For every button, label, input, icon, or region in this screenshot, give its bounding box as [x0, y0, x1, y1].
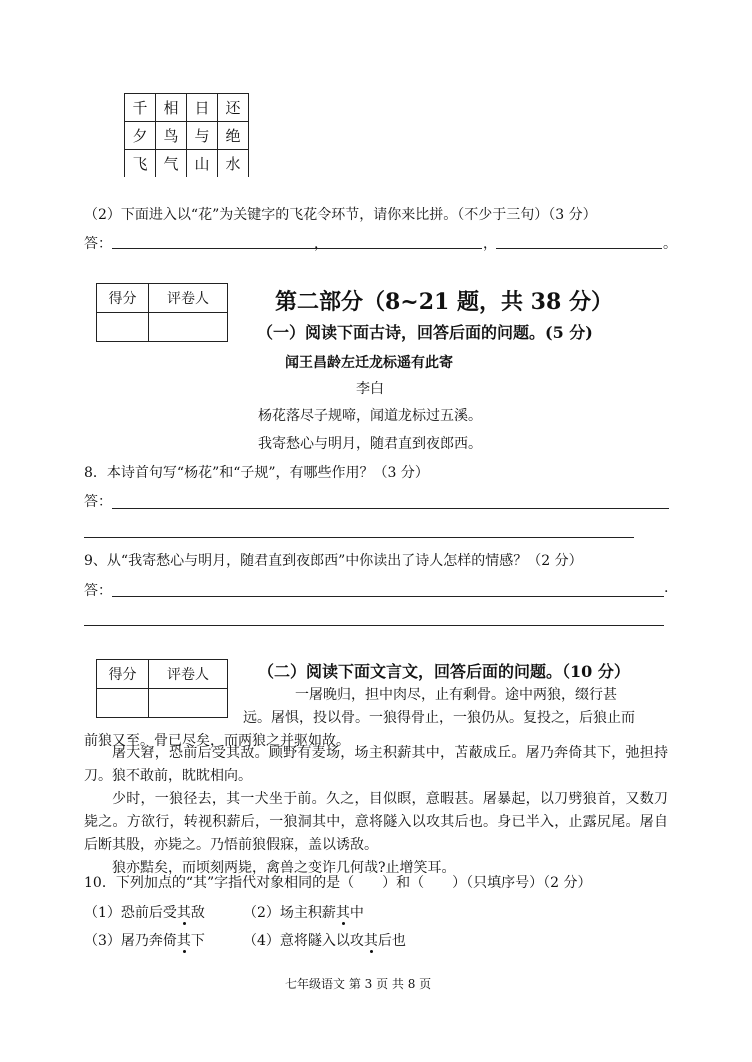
option-text: （4）意将隧入以攻: [243, 933, 364, 949]
grader-cell[interactable]: [149, 313, 228, 342]
section-title: （二）阅读下面文言文，回答后面的问题。（10 分）: [258, 662, 630, 681]
dotted-char: 其: [177, 930, 191, 950]
grid-cell: 山: [187, 150, 218, 178]
option-text: （1）恐前后受: [84, 905, 177, 921]
grid-row: [125, 94, 249, 122]
page-footer: 七年级语文 第 3 页 共 8 页: [285, 977, 432, 991]
grid-cell: 水: [218, 150, 249, 178]
grid-cell: 与: [187, 122, 218, 150]
separator: ，: [314, 236, 328, 252]
option-text: 后也: [377, 933, 406, 949]
passage-paragraph: 狼亦黠矣，而顷刻两毙，禽兽之变诈几何哉?止增笑耳。: [112, 860, 456, 876]
grid-cell: 夕: [125, 122, 156, 150]
grid-row: [125, 122, 249, 150]
grid-row: [125, 150, 249, 178]
question-10: 10．下列加点的“其”字指代对象相同的是（ ）和（ ）（只填序号）（2 分）: [84, 875, 592, 891]
passage-line: 远。屠惧，投以骨。一狼得骨止，一狼仍从。复投之，后狼止而: [243, 710, 635, 726]
passage-paragraph: 屠大窘，恐前后受其敌。顾野有麦场，场主积薪其中，苫蔽成丘。屠乃奔倚其下，弛担持刀。狼不敢前，眈眈相向。: [84, 745, 668, 784]
option-text: 敌: [190, 905, 205, 921]
passage-line: 一屠晚归，担中肉尽，止有剩骨。途中两狼，缀行甚: [295, 687, 617, 703]
answer-line[interactable]: [84, 625, 664, 626]
grader-cell[interactable]: [149, 689, 228, 718]
answer-line[interactable]: [112, 508, 669, 509]
poem-title: 闻王昌龄左迁龙标遥有此寄: [285, 355, 453, 371]
score-cell[interactable]: [97, 313, 149, 342]
answer-label: 答：: [84, 236, 112, 252]
poem-line: 我寄愁心与明月，随君直到夜郎西。: [258, 436, 482, 452]
score-label: 得分: [97, 284, 149, 313]
grid-cell: 日: [187, 94, 218, 122]
grid-cell: 鸟: [156, 122, 187, 150]
answer-line[interactable]: [112, 596, 664, 597]
answer-line[interactable]: [496, 248, 662, 249]
answer-line[interactable]: [302, 248, 482, 249]
dotted-char: 其: [177, 902, 191, 922]
separator: ，: [483, 236, 497, 252]
grid-cell: 相: [156, 94, 187, 122]
poem-author: 李白: [356, 381, 384, 397]
grid-cell: 飞: [125, 150, 156, 178]
option-4: [243, 930, 406, 950]
poem-line: 杨花落尽子规啼，闻道龙标过五溪。: [258, 408, 482, 424]
score-box: [96, 659, 228, 718]
question-8: 8．本诗首句写“杨花”和“子规”，有哪些作用？（3 分）: [84, 465, 429, 481]
option-text: （2）场主积薪: [243, 905, 336, 921]
part-title: 第二部分（8~21 题，共 38 分）: [275, 289, 613, 315]
question-feihua: （2）下面进入以“花”为关键字的飞花令环节，请你来比拼。（不少于三句）（3 分）: [84, 207, 597, 223]
question-9: 9、从“我寄愁心与明月，随君直到夜郎西”中你读出了诗人怎样的情感？（2 分）: [84, 553, 583, 569]
option-1: [84, 902, 205, 922]
sentence-end: 。: [663, 236, 677, 252]
answer-label: 答：: [84, 583, 112, 599]
grader-label: 评卷人: [149, 284, 228, 313]
character-grid: [124, 93, 249, 177]
passage-line: 前狼又至。骨已尽矣，而两狼之并驱如故。: [84, 733, 350, 749]
option-text: 下: [190, 933, 205, 949]
grid-cell: 气: [156, 150, 187, 178]
answer-line[interactable]: [84, 537, 634, 538]
answer-label: 答：: [84, 494, 112, 510]
grader-label: 评卷人: [149, 660, 228, 689]
score-cell[interactable]: [97, 689, 149, 718]
answer-line[interactable]: [112, 248, 312, 249]
sentence-end: .: [664, 580, 669, 596]
dotted-char: 其: [336, 902, 350, 922]
option-3: [84, 930, 205, 950]
grid-cell: 还: [218, 94, 249, 122]
section-title: （一）阅读下面古诗，回答后面的问题。(5 分): [257, 323, 593, 342]
option-text: 中: [349, 905, 364, 921]
grid-cell: 千: [125, 94, 156, 122]
passage-paragraph: 少时，一狼径去，其一犬坐于前。久之，目似瞑，意暇甚。屠暴起，以刀劈狼首，又数刀毙之。方欲行，转视积薪后，一狼洞其中，意将隧入以攻其后也。身已半入，止露尻尾。屠自后断其股，亦毙之。乃悟前狼假寐，盖以诱敌。: [84, 791, 668, 853]
dotted-char: 其: [364, 930, 378, 950]
score-label: 得分: [97, 660, 149, 689]
option-text: （3）屠乃奔倚: [84, 933, 177, 949]
option-2: [243, 902, 364, 922]
grid-cell: 绝: [218, 122, 249, 150]
score-box: [96, 283, 228, 342]
